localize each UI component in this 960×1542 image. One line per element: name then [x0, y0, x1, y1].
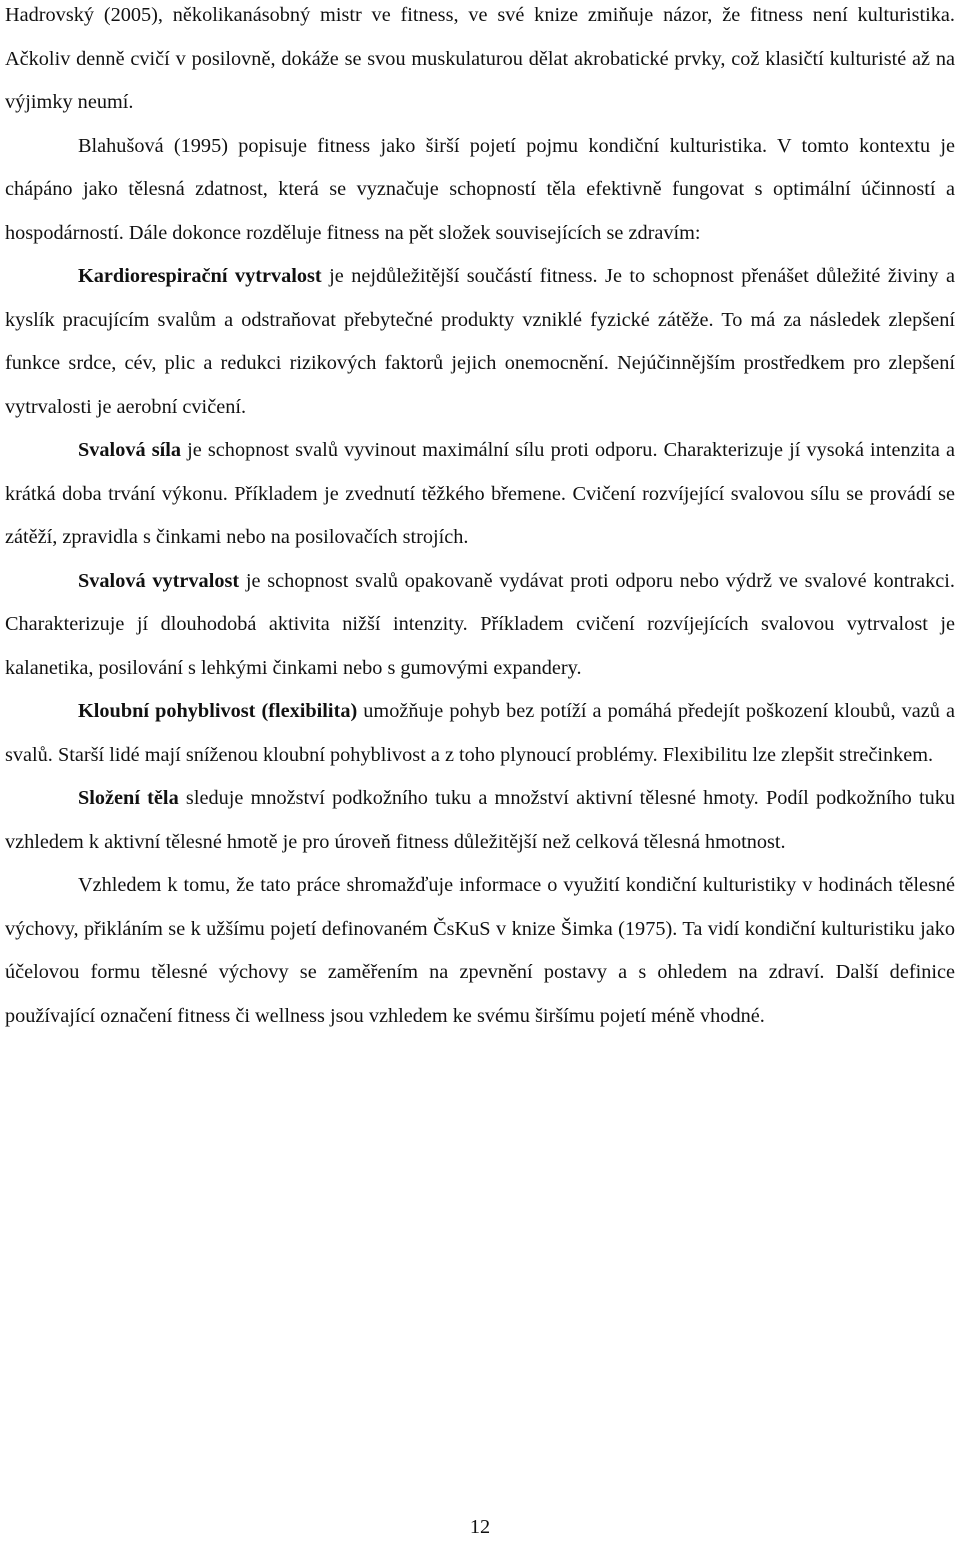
term-body-composition: Složení těla: [78, 787, 179, 809]
paragraph-text: je nejdůležitější součástí fitness. Je to schopnost přenášet důležité živiny a kyslík pracujícím svalům a odstraňovat přebytečné produkty vzniklé fyzické zátěže. To má za následek zlepšení funkce srdce, cév, plic a redukci rizikových faktorů jejich onemocnění. Nejúčinnějším prostředkem pro zlepšení vytrvalosti je aerobní cvičení.: [5, 265, 955, 418]
paragraph-text: sleduje množství podkožního tuku a množství aktivní tělesné hmoty. Podíl podkožního tuku vzhledem k aktivní tělesné hmotě je pro úroveň fitness důležitější než celková tělesná hmotnost.: [5, 787, 956, 853]
document-page: [5, 0, 955, 1038]
term-strength: Svalová síla: [78, 439, 182, 461]
paragraph-hadrovsky: [5, 0, 955, 125]
paragraph-text: Blahušová (1995) popisuje fitness jako širší pojetí pojmu kondiční kulturistika. V tomto kontextu je chápáno jako tělesná zdatnost, která se vyznačuje schopností těla efektivně fungovat s optimální účinností a hospodárností. Dále dokonce rozděluje fitness na pět složek souvisejících se zdravím:: [5, 134, 955, 244]
paragraph-text: Vzhledem k tomu, že tato práce shromažďuje informace o využití kondiční kulturistiky v hodinách tělesné výchovy, přikláním se k užšímu pojetí definovaném ČsKuS v knize Šimka (1975). Ta vidí kondiční kulturistiku jako účelovou formu tělesné výchovy se zaměřením na zpevnění postavy a s ohledem na zdraví. Další definice používající označení fitness či wellness jsou vzhledem ke svému širšímu pojetí méně vhodné.: [5, 874, 955, 1027]
paragraph-flexibility: [5, 690, 955, 777]
paragraph-text: umožňuje pohyb bez potíží a pomáhá předejít poškození kloubů, vazů a svalů. Starší lidé mají sníženou kloubní pohyblivost a z toho plynoucí problémy. Flexibilitu lze zlepšit strečinkem.: [5, 700, 955, 766]
paragraph-blahusova: [5, 125, 955, 256]
paragraph-body-composition: [5, 777, 955, 864]
term-flexibility: Kloubní pohyblivost (flexibilita): [78, 700, 358, 722]
paragraph-text: Hadrovský (2005), několikanásobný mistr ve fitness, ve své knize zmiňuje názor, že fitness není kulturistika. Ačkoliv denně cvičí v posilovně, dokáže se svou muskulaturou dělat akrobatické prvky, což klasičtí kulturisté až na výjimky neumí.: [5, 4, 955, 113]
paragraph-text: je schopnost svalů vyvinout maximální sílu proti odporu. Charakterizuje jí vysoká intenzita a krátká doba trvání výkonu. Příkladem je zvednutí těžkého břemene. Cvičení rozvíjející svalovou sílu se provádí se zátěží, zpravidla s činkami nebo na posilovačích strojích.: [5, 439, 955, 548]
term-endurance: Svalová vytrvalost: [78, 569, 240, 592]
paragraph-strength: [5, 429, 955, 560]
paragraph-endurance: [5, 560, 955, 691]
paragraph-conclusion: [5, 864, 955, 1038]
page-number: 12: [469, 1516, 491, 1538]
term-cardio: Kardiorespirační vytrvalost: [78, 265, 322, 287]
paragraph-text: je schopnost svalů opakovaně vydávat proti odporu nebo výdrž ve svalové kontrakci. Charakterizuje jí dlouhodobá aktivita nižší intenzity. Příkladem cvičení rozvíjejících svalovou vytrvalost je kalanetika, posilování s lehkými činkami nebo s gumovými expandery.: [5, 569, 955, 679]
paragraph-cardio: [5, 255, 955, 429]
